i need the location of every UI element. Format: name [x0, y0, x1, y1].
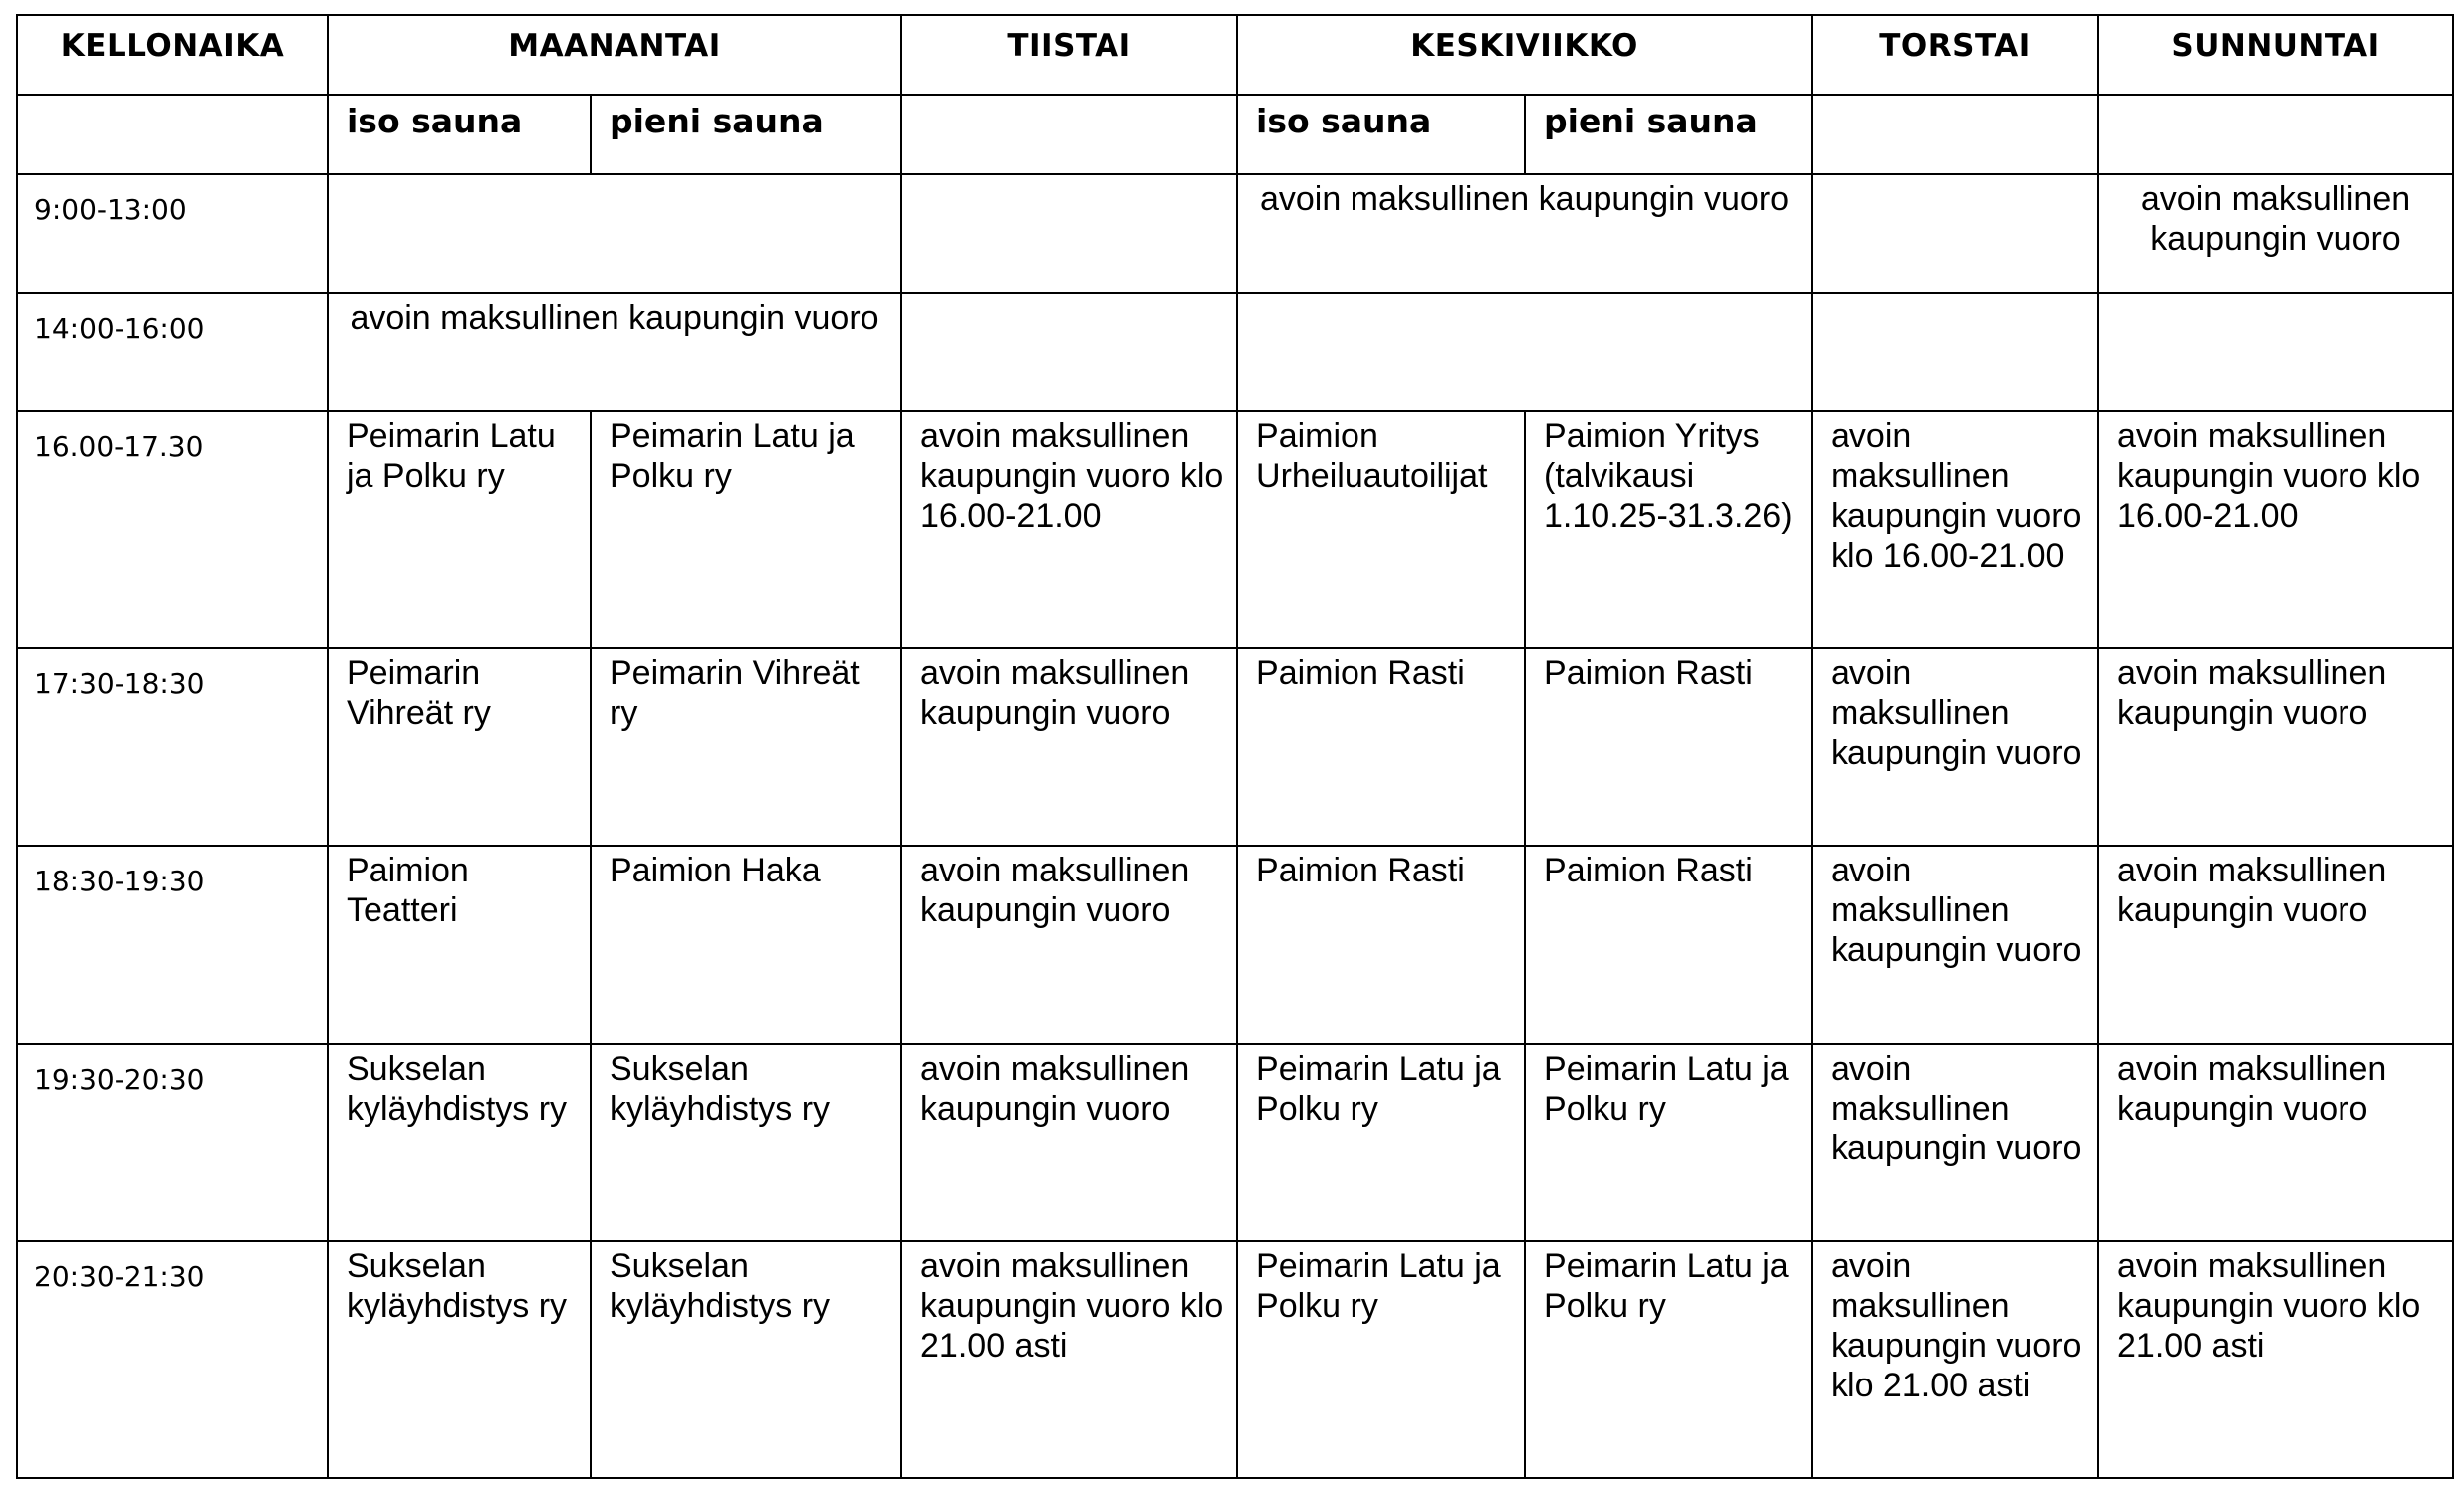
wednesday-small-sauna-cell: Peimarin Latu ja Polku ry: [1525, 1241, 1812, 1478]
time-cell: 9:00-13:00: [17, 174, 328, 293]
header-tuesday: TIISTAI: [901, 15, 1237, 95]
table-row: [17, 411, 2453, 648]
wednesday-big-sauna-cell: Paimion Rasti: [1237, 648, 1525, 846]
sunday-cell: avoin maksullinen kaupungin vuoro klo 16.00-21.00: [2098, 411, 2453, 648]
thursday-cell: avoin maksullinen kaupungin vuoro: [1812, 846, 2098, 1044]
table-row: [17, 1241, 2453, 1478]
tuesday-cell: avoin maksullinen kaupungin vuoro: [901, 648, 1237, 846]
time-cell: 14:00-16:00: [17, 293, 328, 411]
sunday-cell: avoin maksullinen kaupungin vuoro: [2098, 846, 2453, 1044]
thursday-cell: avoin maksullinen kaupungin vuoro klo 16.00-21.00: [1812, 411, 2098, 648]
table-row: [17, 293, 2453, 411]
monday-big-sauna-cell: Sukselan kyläyhdistys ry: [328, 1044, 591, 1241]
monday-big-sauna-cell: Peimarin Latu ja Polku ry: [328, 411, 591, 648]
subheader-time-empty: [17, 95, 328, 174]
table-row: [17, 846, 2453, 1044]
header-sunday: SUNNUNTAI: [2098, 15, 2453, 95]
sauna-schedule-table: [16, 14, 2454, 1479]
header-monday: MAANANTAI: [328, 15, 901, 95]
wednesday-small-sauna-cell: Paimion Rasti: [1525, 648, 1812, 846]
tuesday-cell: avoin maksullinen kaupungin vuoro klo 16.00-21.00: [901, 411, 1237, 648]
header-row: [17, 15, 2453, 95]
subheader-tuesday-empty: [901, 95, 1237, 174]
wednesday-big-sauna-cell: Paimion Rasti: [1237, 846, 1525, 1044]
subheader-sunday-empty: [2098, 95, 2453, 174]
wednesday-small-sauna-cell: Peimarin Latu ja Polku ry: [1525, 1044, 1812, 1241]
monday-small-sauna-cell: Paimion Haka: [591, 846, 901, 1044]
subheader-monday-small-sauna: pieni sauna: [591, 95, 901, 174]
sunday-cell: [2098, 293, 2453, 411]
sunday-cell: avoin maksullinen kaupungin vuoro: [2098, 1044, 2453, 1241]
subheader-monday-big-sauna: iso sauna: [328, 95, 591, 174]
wednesday-big-sauna-cell: Peimarin Latu ja Polku ry: [1237, 1044, 1525, 1241]
thursday-cell: [1812, 174, 2098, 293]
wednesday-small-sauna-cell: Paimion Yritys (talvikausi 1.10.25-31.3.26): [1525, 411, 1812, 648]
tuesday-cell: avoin maksullinen kaupungin vuoro: [901, 846, 1237, 1044]
time-cell: 20:30-21:30: [17, 1241, 328, 1478]
header-time: KELLONAIKA: [17, 15, 328, 95]
subheader-wednesday-big-sauna: iso sauna: [1237, 95, 1525, 174]
time-cell: 18:30-19:30: [17, 846, 328, 1044]
wednesday-small-sauna-cell: Paimion Rasti: [1525, 846, 1812, 1044]
sunday-cell: avoin maksullinen kaupungin vuoro: [2098, 174, 2453, 293]
monday-small-sauna-cell: Sukselan kyläyhdistys ry: [591, 1044, 901, 1241]
header-wednesday: KESKIVIIKKO: [1237, 15, 1812, 95]
monday-cell: avoin maksullinen kaupungin vuoro: [328, 293, 901, 411]
thursday-cell: avoin maksullinen kaupungin vuoro klo 21.00 asti: [1812, 1241, 2098, 1478]
subheader-wednesday-small-sauna: pieni sauna: [1525, 95, 1812, 174]
wednesday-big-sauna-cell: Peimarin Latu ja Polku ry: [1237, 1241, 1525, 1478]
monday-big-sauna-cell: Sukselan kyläyhdistys ry: [328, 1241, 591, 1478]
time-cell: 17:30-18:30: [17, 648, 328, 846]
monday-big-sauna-cell: Paimion Teatteri: [328, 846, 591, 1044]
monday-big-sauna-cell: Peimarin Vihreät ry: [328, 648, 591, 846]
tuesday-cell: avoin maksullinen kaupungin vuoro klo 21.00 asti: [901, 1241, 1237, 1478]
monday-small-sauna-cell: Sukselan kyläyhdistys ry: [591, 1241, 901, 1478]
thursday-cell: [1812, 293, 2098, 411]
tuesday-cell: avoin maksullinen kaupungin vuoro: [901, 1044, 1237, 1241]
thursday-cell: avoin maksullinen kaupungin vuoro: [1812, 1044, 2098, 1241]
time-cell: 16.00-17.30: [17, 411, 328, 648]
tuesday-cell: [901, 174, 1237, 293]
monday-cell: [328, 174, 901, 293]
table-row: [17, 1044, 2453, 1241]
table-row: [17, 174, 2453, 293]
wednesday-big-sauna-cell: Paimion Urheiluautoilijat: [1237, 411, 1525, 648]
thursday-cell: avoin maksullinen kaupungin vuoro: [1812, 648, 2098, 846]
monday-small-sauna-cell: Peimarin Vihreät ry: [591, 648, 901, 846]
monday-small-sauna-cell: Peimarin Latu ja Polku ry: [591, 411, 901, 648]
sunday-cell: avoin maksullinen kaupungin vuoro klo 21.00 asti: [2098, 1241, 2453, 1478]
wednesday-cell: avoin maksullinen kaupungin vuoro: [1237, 174, 1812, 293]
table-row: [17, 648, 2453, 846]
subheader-row: [17, 95, 2453, 174]
time-cell: 19:30-20:30: [17, 1044, 328, 1241]
sunday-cell: avoin maksullinen kaupungin vuoro: [2098, 648, 2453, 846]
wednesday-cell: [1237, 293, 1812, 411]
header-thursday: TORSTAI: [1812, 15, 2098, 95]
subheader-thursday-empty: [1812, 95, 2098, 174]
tuesday-cell: [901, 293, 1237, 411]
